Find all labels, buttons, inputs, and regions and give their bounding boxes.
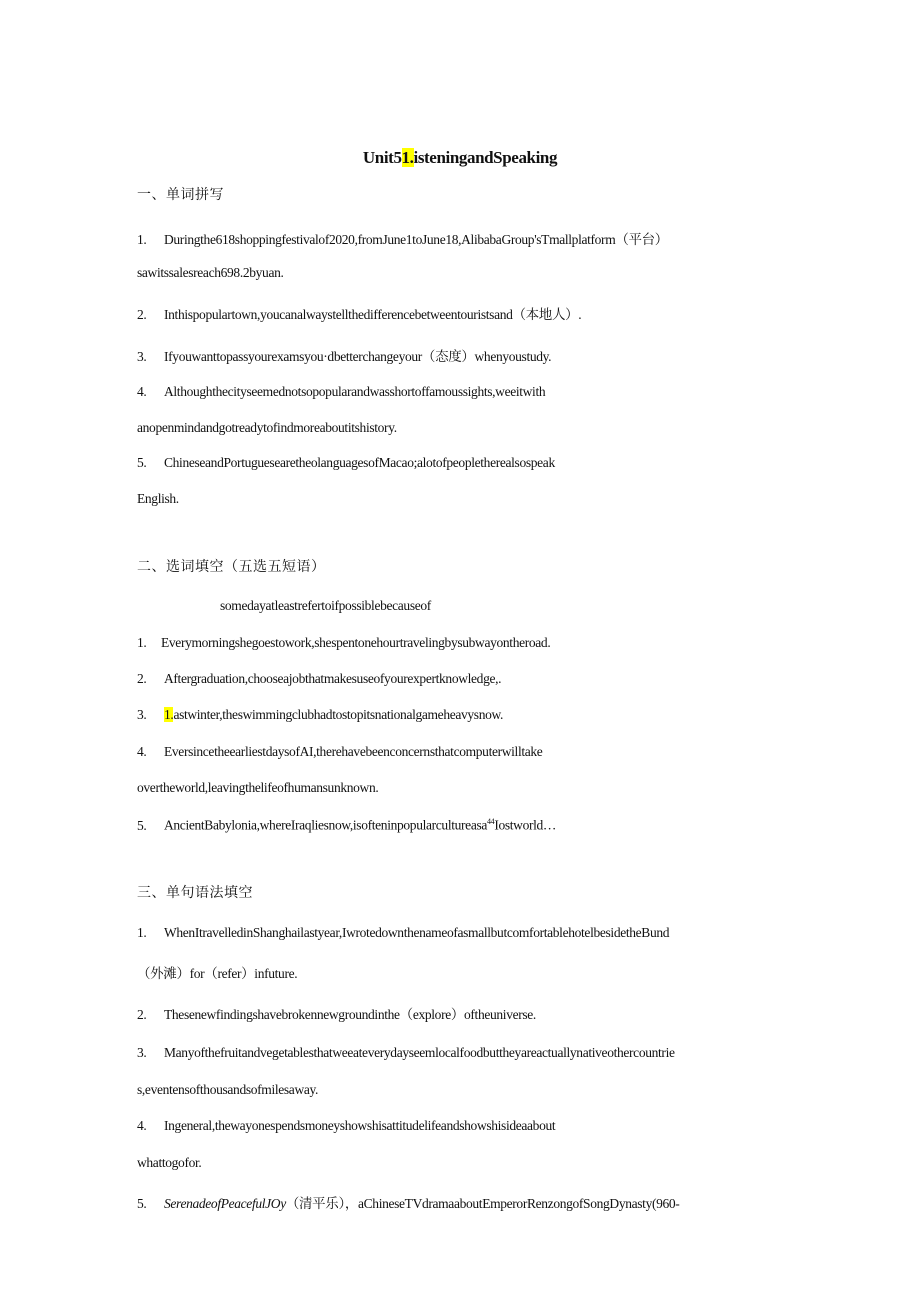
question-line: English.	[137, 491, 179, 506]
section-heading-spelling: 一、单词拼写	[137, 187, 224, 203]
question-line: 2. Aftergraduation,chooseajobthatmakesuseofyourexpertknowledge,.	[137, 671, 502, 686]
highlighted-text: 1.	[401, 148, 414, 167]
question-line: overtheworld,leavingthelifeofhumansunknown.	[137, 780, 379, 795]
question-line: 1. Everymorningshegoestowork,shespentonehourtravelingbysubwayontheroad.	[137, 635, 551, 650]
question-line: 1. Duringthe618shoppingfestivalof2020,fromJune1toJune18,AlibabaGroup'sTmallplatform（平台）	[137, 232, 668, 247]
question-line: 1. WhenItravelledinShanghailastyear,IwrotedownthenameofasmallbutcomfortablehotelbesidetheBund	[137, 925, 670, 940]
question-line: 4. Ingeneral,thewayonespendsmoneyshowshisattitudelifeandshowshisideaabout	[137, 1118, 556, 1133]
section-heading-phrases: 二、选词填空（五选五短语）	[137, 559, 326, 575]
question-line: 4. Althoughthecityseemednotsopopularandwasshortoffamoussights,weeitwith	[137, 384, 546, 399]
question-line: 3. Manyofthefruitandvegetablesthatweeateverydayseemlocalfoodbuttheyareactuallynativeothercountrie	[137, 1045, 675, 1060]
page-title: Unit51.isteningandSpeaking	[362, 148, 558, 167]
question-line: s,eventensofthousandsofmilesaway.	[137, 1082, 319, 1097]
question-line: sawitssalesreach698.2byuan.	[137, 265, 284, 280]
question-line: whattogofor.	[137, 1155, 202, 1170]
question-line: 3. Ifyouwanttopassyourexamsyou·dbetterchangeyour（态度）whenyoustudy.	[137, 349, 552, 364]
question-line: anopenmindandgotreadytofindmoreaboutitshistory.	[137, 420, 397, 435]
highlighted-text: 1.	[164, 707, 174, 722]
question-line: 5. AncientBabylonia,whereIraqliesnow,isofteninpopularcultureasa$^{44}$Iostworld…	[137, 817, 557, 833]
question-line: 2. Inthispopulartown,youcanalwaystellthedifferencebetweentouristsand（本地人）.	[137, 307, 582, 322]
question-line: 5. ChineseandPortuguesearetheolanguagesofMacao;alotofpeopletherealsospeak	[137, 455, 555, 470]
question-line: 4. EversincetheearliestdaysofAI,therehavebeenconcernsthatcomputerwilltake	[137, 744, 543, 759]
question-line: 3. 1.astwinter,theswimmingclubhadtostopitsnationalgameheavysnow.	[137, 707, 504, 722]
question-line: 2. Thesenewfindingshavebrokennewgroundinthe（explore）oftheuniverse.	[137, 1007, 536, 1022]
word-bank: somedayatleastrefertoifpossiblebecauseof	[220, 598, 431, 613]
question-line: （外滩）for（refer）infuture.	[137, 966, 298, 981]
section-heading-grammar: 三、单句语法填空	[137, 885, 253, 901]
question-line: 5. SerenadeofPeacefulJOy（清平乐），aChineseTVdramaaboutEmperorRenzongofSongDynasty(960-	[137, 1196, 680, 1211]
